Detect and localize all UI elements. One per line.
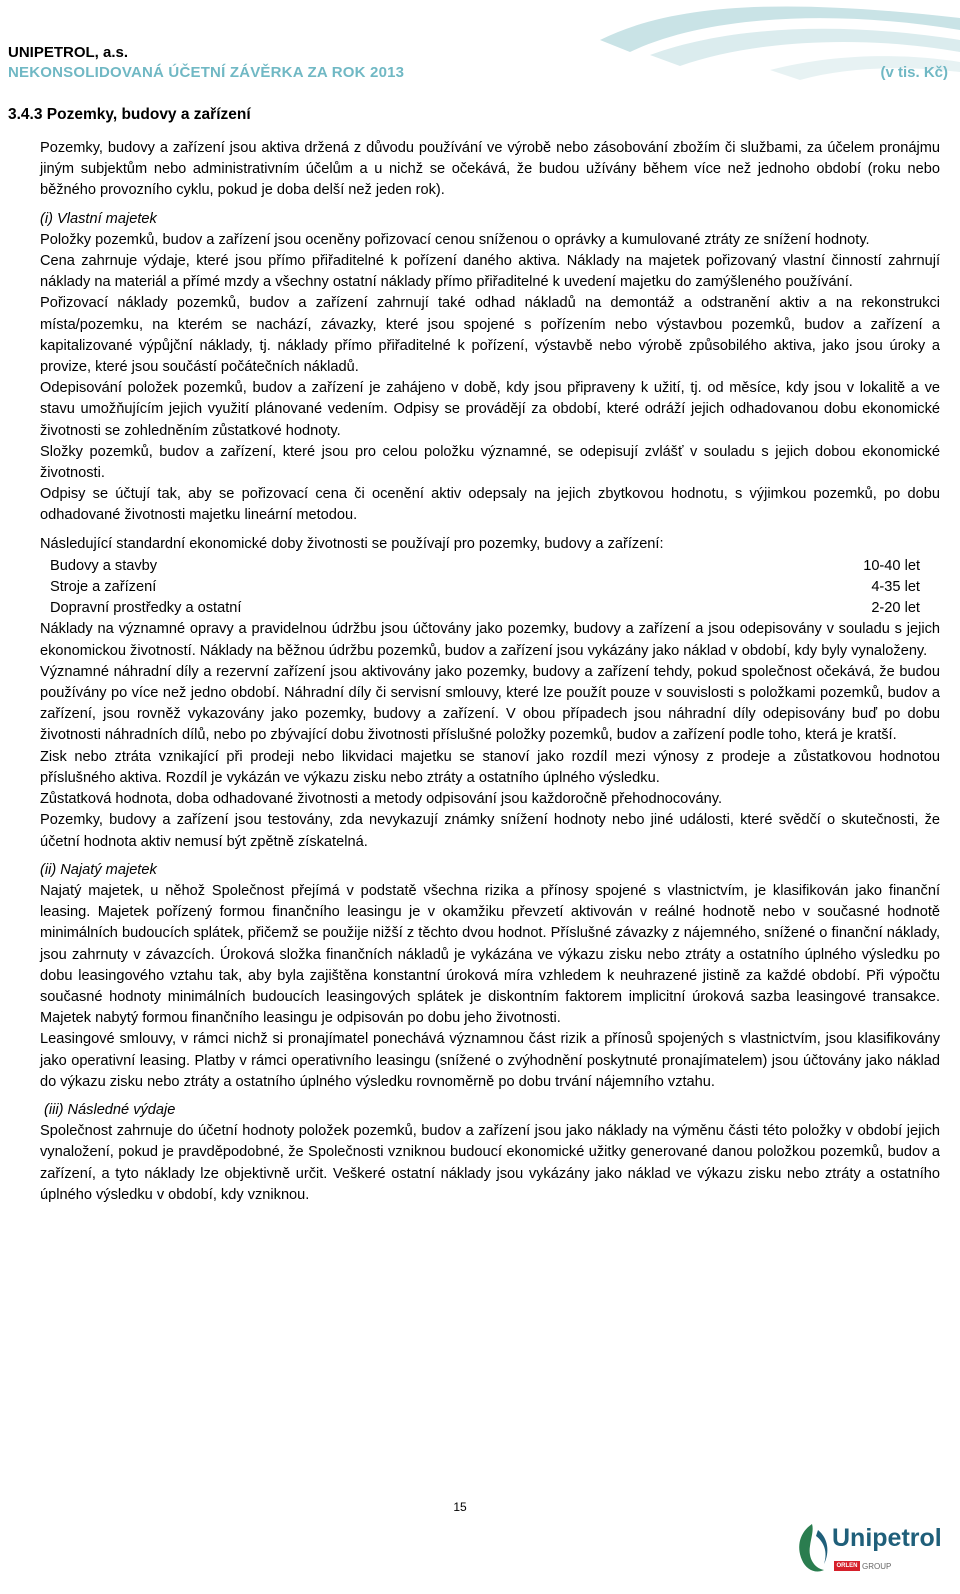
page-header — [0, 0, 960, 90]
logo-mark-icon — [792, 1520, 832, 1576]
asset-class: Budovy a stavby — [50, 557, 158, 574]
useful-life-years: 10-40 let — [863, 557, 920, 574]
owned-paragraph-5: Složky pozemků, budov a zařízení, které jsou pro celou položku významné, se odepisují zvlášť v souladu s jejich dobou ekonomické životnosti. — [40, 443, 940, 482]
useful-life-years: 4-35 let — [871, 579, 920, 596]
leased-paragraph-1: Najatý majetek, u něhož Společnost přejímá v podstatě všechna rizika a přínosy spojené s vlastnictvím, je klasifikován jako finanční leasing. Majetek pořízený formou finančního leasingu je v okamžiku převzetí aktivován v reálné hodnotě nebo v současné hodnotě minimálních budoucích splátek, přičemž se použije nižší z těchto dvou hodnot. Příslušné závazky z nájemného, snížené o finanční náklady, jsou zahrnuty v závazcích. Úroková složka finančních nákladů je vykázána ve výkazu zisku nebo ztráty a ostatního úplného výsledku po dobu leasingového vztahu tak, aby byla zajištěna konstantní úroková míra vzhledem k neuhrazené jistině za každé období. Při výpočtu současné hodnoty minimálních budoucích leasingových splátek je diskontním faktorem implicitní úroková sazba leasingové transakce. Majetek nabytý formou finančního leasingu je odpisován po dobu jeho životnosti. — [40, 882, 940, 1027]
unipetrol-logo — [792, 1518, 942, 1588]
useful-life-years: 2-20 let — [871, 600, 920, 617]
owned-paragraph-3: Pořizovací náklady pozemků, budov a zařízení zahrnují také odhad nákladů na demontáž a odstranění aktiv a na rekonstrukci místa/pozemku, na kterém se nachází, závazky, které jsou spojené s pořízením nebo výstavbou pozemků, budov a zařízení a kapitalizované výpůjční náklady, tj. náklady přímo přiřaditelné k pořízení, výstavbě nebo výrobě způsobilého aktiva, jako jsou úroky a provize, které jsou součástí počátečních nákladů. — [40, 295, 940, 376]
leased-paragraph-2: Leasingové smlouvy, v rámci nichž si pronajímatel ponechává významnou část rizik a přínosů spojených s vlastnictvím, jsou klasifikovány jako operativní leasing. Platby v rámci operativního leasingu (snížené o zvýhodnění poskytnuté pronajímatelem) jsou účtovány jako náklad do výkazu zisku nebo ztráty a ostatního úplného výsledku rovnoměrně po dobu trvání nájemního vztahu. — [40, 1031, 940, 1090]
logo-group-label: GROUP — [862, 1562, 892, 1571]
section-heading: 3.4.3 Pozemky, budovy a zařízení — [8, 106, 251, 123]
owned-paragraph-7: Náklady na významné opravy a pravidelnou údržbu jsou účtovány jako pozemky, budovy a zařízení a jsou odepisovány v souladu s jejich ekonomickou životností. Náklady na běžnou údržbu pozemků, budov a zařízení jsou vykázány jako náklad v období, kdy byly vynaloženy. — [40, 621, 940, 659]
owned-paragraph-6: Odpisy se účtují tak, aby se pořizovací cena či ocenění aktiv odepsaly na jejich zbytkovou hodnotu, s výjimkou pozemků, po dobu odhadované životnosti majetku lineární metodou. — [40, 486, 940, 524]
leased-assets-heading: (ii) Najatý majetek — [40, 861, 157, 878]
subsequent-paragraph-1: Společnost zahrnuje do účetní hodnoty položek pozemků, budov a zařízení jsou jako náklady na výměnu části této položky v období jejich vynaložení, pokud je pravděpodobné, že Společnosti vzniknou budoucí ekonomické užitky generované danou položkou pozemků, budov a zařízení, a tyto náklady lze objektivně určit. Veškeré ostatní náklady jsou vykázány jako náklad ve výkazu zisku nebo ztráty a ostatního úplného výsledku v období, kdy vzniknou. — [40, 1123, 940, 1203]
currency-unit: (v tis. Kč) — [880, 64, 948, 81]
owned-paragraph-4: Odepisování položek pozemků, budov a zařízení je zahájeno v době, kdy jsou připraveny k užití, tj. od měsíce, kdy jsou v lokalitě a ve stavu umožňujícím jejich využití plánované vedením. Odpisy se provádějí za období, které odráží jejich odhadovanou dobu ekonomické životnosti se zohledněním zůstatkové hodnoty. — [40, 380, 940, 439]
owned-paragraph-1: Položky pozemků, budov a zařízení jsou oceněny pořizovací cenou sníženou o oprávky a kumulované ztráty ze snížení hodnoty. — [40, 231, 870, 248]
asset-class: Stroje a zařízení — [50, 579, 157, 596]
owned-paragraph-11: Pozemky, budovy a zařízení jsou testovány, zda nevykazují známky snížení hodnoty nebo jiné události, které svědčí o skutečnosti, že účetní hodnota aktiv nemusí být zpětně získatelná. — [40, 812, 940, 850]
intro-paragraph: Pozemky, budovy a zařízení jsou aktiva držená z důvodu používání ve výrobě nebo zásobování zbožím či službami, za účelem pronájmu jiným subjektům nebo administrativním účelům a u nichž se očekává, že budou užívány během více než jednoho období (roku nebo běžného provozního cyklu, pokud je doba delší než jeden rok). — [40, 140, 940, 199]
table-row — [50, 577, 920, 598]
asset-class: Dopravní prostředky a ostatní — [50, 600, 242, 617]
owned-assets-heading: (i) Vlastní majetek — [40, 210, 157, 227]
owned-paragraph-9: Zisk nebo ztráta vznikající při prodeji nebo likvidaci majetku se stanoví jako rozdíl mezi výnosy z prodeje a zůstatkovou hodnotou příslušného aktiva. Rozdíl je vykázán ve výkazu zisku nebo ztráty a ostatního úplného výsledku. — [40, 748, 940, 786]
useful-life-table — [50, 556, 920, 620]
owned-paragraph-10: Zůstatková hodnota, doba odhadované životnosti a metody odpisování jsou každoročně přehodnocovány. — [40, 791, 723, 808]
subsequent-costs-heading: (iii) Následné výdaje — [44, 1101, 176, 1118]
useful-life-intro: Následující standardní ekonomické doby životnosti se používají pro pozemky, budovy a zařízení: — [40, 535, 664, 552]
section-body — [40, 138, 940, 1206]
orlen-badge: ORLEN — [834, 1561, 860, 1571]
table-row — [50, 556, 920, 577]
page-number: 15 — [453, 1500, 467, 1514]
company-name: UNIPETROL, a.s. — [8, 44, 129, 61]
table-row — [50, 598, 920, 619]
report-title: NEKONSOLIDOVANÁ ÚČETNÍ ZÁVĚRKA ZA ROK 2013 — [8, 64, 405, 81]
owned-paragraph-2: Cena zahrnuje výdaje, které jsou přímo přiřaditelné k pořízení daného aktiva. Náklady na majetek pořizovaný vlastní činností zahrnují náklady na materiál a přímé mzdy a všechny ostatní náklady přímo přiřaditelné k uvedení majetku do zamýšleného používání. — [40, 253, 940, 291]
logo-wordmark: Unipetrol — [832, 1524, 942, 1552]
owned-paragraph-8: Významné náhradní díly a rezervní zařízení jsou aktivovány jako pozemky, budovy a zařízení tehdy, pokud společnost očekává, že budou používány po více než jedno období. Náhradní díly či servisní smlouvy, které lze použít pouze v souvislosti s položkami pozemků, budov a zařízení, jsou rovněž vykazovány jako pozemky, budovy a zařízení. V obou případech jsou náhradní díly odepisovány buď po dobu životnosti náhradních dílů, nebo po zbývající dobu životnosti příslušné položky pozemků, budov a zařízení podle toho, která je kratší. — [40, 663, 940, 744]
